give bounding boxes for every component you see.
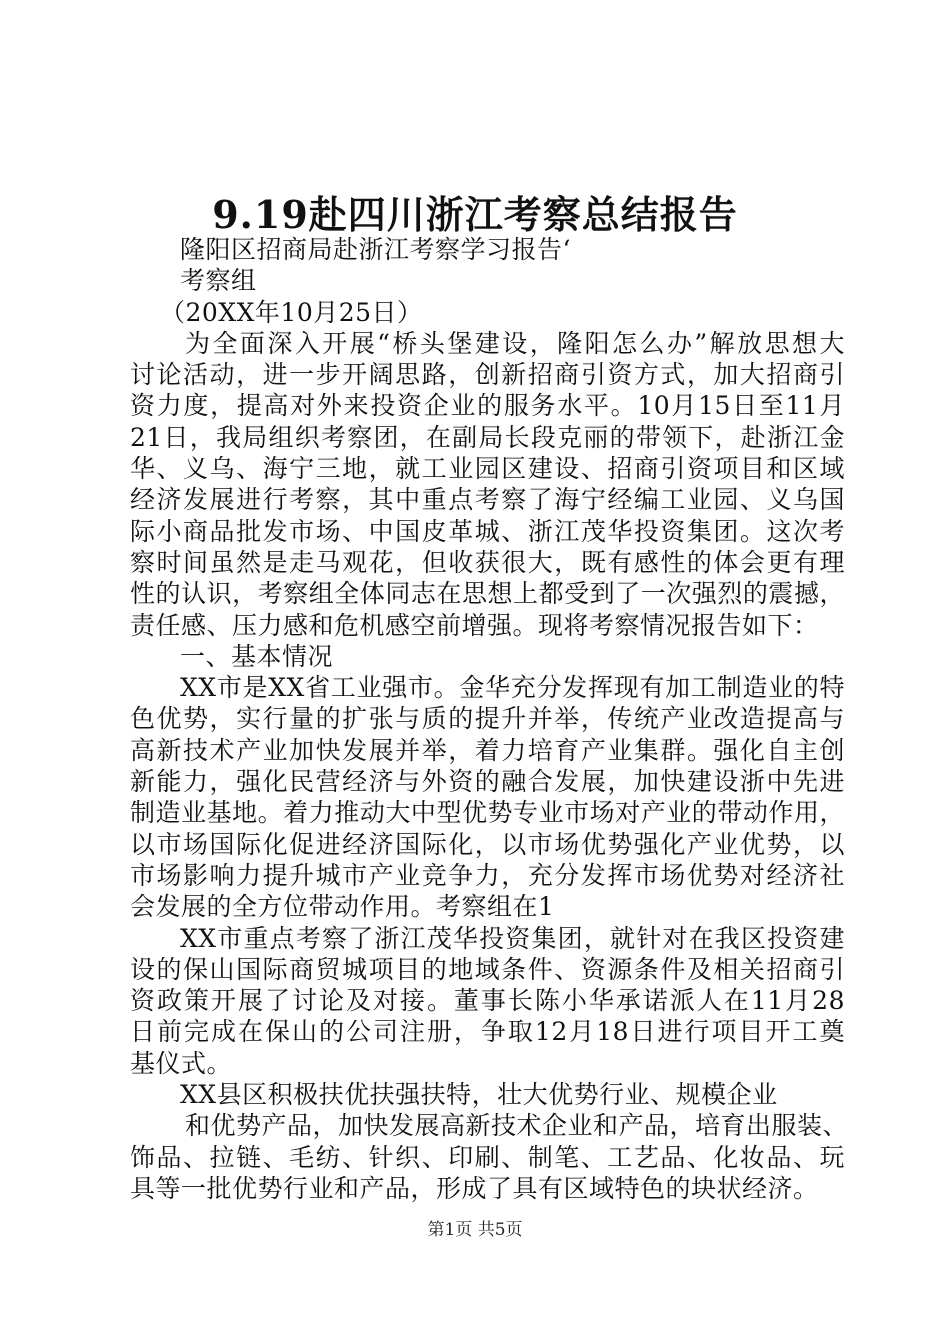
text-line: 际小商品批发市场、中国皮革城、浙江茂华投资集团。这次考 [130, 516, 845, 546]
text-line: （20XX年10月25日） [160, 297, 423, 327]
text-line: 高新技术产业加快发展并举，着力培育产业集群。强化自主创 [130, 735, 845, 765]
text-line: 市场影响力提升城市产业竞争力，充分发挥市场优势对经济社 [130, 860, 845, 890]
text-line: 新能力，强化民营经济与外资的融合发展，加快建设浙中先进 [130, 767, 845, 797]
text-line: XX市是XX省工业强市。金华充分发挥现有加工制造业的特 [180, 673, 845, 703]
text-line: 21日，我局组织考察团，在副局长段克丽的带领下，赴浙江金 [130, 422, 845, 452]
text-line: 责任感、压力感和危机感空前增强。现将考察情况报告如下： [130, 610, 819, 640]
text-line: XX市重点考察了浙江茂华投资集团，就针对在我区投资建 [180, 923, 845, 953]
page-title: 9.19赴四川浙江考察总结报告 [212, 192, 738, 237]
text-line: 制造业基地。着力推动大中型优势专业市场对产业的带动作用， [130, 798, 845, 828]
text-line: 具等一批优势行业和产品，形成了具有区域特色的块状经济。 [130, 1173, 819, 1203]
text-line: 色优势，实行量的扩张与质的提升并举，传统产业改造提高与 [130, 704, 845, 734]
text-line: 资力度，提高对外来投资企业的服务水平。10月15日至11月 [130, 391, 845, 421]
text-line: 基仪式。 [130, 1048, 233, 1078]
text-line: 饰品、拉链、毛纺、针织、印刷、制笔、工艺品、化妆品、玩 [130, 1142, 845, 1172]
page-number-footer: 第1页 共5页 [427, 1220, 523, 1240]
text-line: 为全面深入开展“桥头堡建设，隆阳怎么办”解放思想大 [185, 328, 845, 358]
text-line: XX县区积极扶优扶强扶特，壮大优势行业、规模企业 [180, 1080, 778, 1110]
text-line: 隆阳区招商局赴浙江考察学习报告‘ [180, 235, 571, 264]
text-line: 考察组 [180, 266, 257, 296]
text-line: 经济发展进行考察，其中重点考察了海宁经编工业园、义乌国 [130, 485, 845, 515]
text-line: 讨论活动，进一步开阔思路，创新招商引资方式，加大招商引 [130, 360, 845, 390]
text-line: 资政策开展了讨论及对接。董事长陈小华承诺派人在11月28 [130, 986, 845, 1016]
text-line: 和优势产品，加快发展高新技术企业和产品，培育出服装、 [185, 1111, 849, 1141]
text-line: 一、基本情况 [180, 641, 334, 671]
document-body [130, 234, 849, 1204]
text-line: 华、义乌、海宁三地，就工业园区建设、招商引资项目和区域 [130, 454, 845, 484]
text-line: 性的认识，考察组全体同志在思想上都受到了一次强烈的震撼， [130, 579, 845, 609]
text-line: 以市场国际化促进经济国际化，以市场优势强化产业优势，以 [130, 829, 845, 859]
text-line: 日前完成在保山的公司注册，争取12月18日进行项目开工奠 [130, 1017, 845, 1047]
text-line: 会发展的全方位带动作用。考察组在1 [130, 892, 555, 922]
text-line: 察时间虽然是走马观花，但收获很大，既有感性的体会更有理 [130, 547, 845, 577]
text-line: 设的保山国际商贸城项目的地域条件、资源条件及相关招商引 [130, 954, 845, 984]
